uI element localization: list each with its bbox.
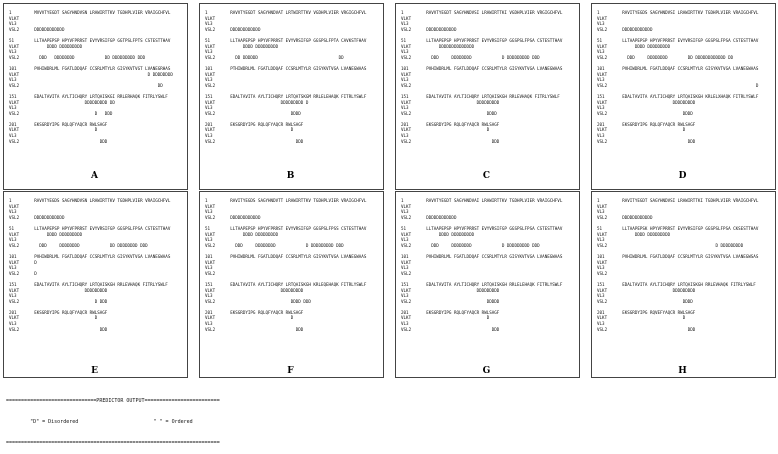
panel-h-text: 1 RAVITYEGDT SAGYHNDVSI LRAWIRTTKI TGDHPLVIER VRAIGCHFVL VLKT VL3 VSL2 DDDDDDDDDDDD 51 LLTAAPEPSK HPYVFPRRST EVYVRSIFGP GGSPSLFPSA CKSESTTHAV VLKT DDDD DDDDDDDDD VL3 VSL2 D DDDDDDDDD 101 PVHIWDRLML FGATLDDQAF CCSRLMTYLR GISYKVTVGA LVANEGWSAS VLKT VL3 VSL2 151 EDALTAVITA AYLTICHQRY LRTQAISKGH RRLEVHAQK FITRLYSWLF VLKT DDDDDDDDD VL3 VSL2 DDDD 201 EKSGRDYIPG RQVEFYAQCR RWLSAGF VLKT D VL3 VSL2 DDD: [597, 198, 759, 332]
label-c: C: [482, 171, 491, 181]
panel-a: [3, 3, 188, 190]
label-a: A: [91, 171, 98, 181]
legend-key: "D" = Disordered " " = Ordered: [6, 419, 193, 425]
panel-b: [199, 3, 384, 190]
panel-g: [395, 191, 580, 378]
panel-b-text: 1 RAVVTYEGDT SAGYHNDVAT LRTWIRTTKV VGDHPLVIER VRGIGCHFVL VLKT VL3 VSL2 DDDDDDDDDDDD 51 LLTAAPEPSP HPYVFPRRST EVYVRSIFGP GGSPSLFPTA CAVKSTFHAV VLKT DDDD DDDDDDDDD VL3 VSL2 DD DDDDDD DD 101 PTHIWDRLML FGATLDDQAF CCSRLMTYLR GISYKVTVGA LVANEGWAAS VLKT VL3 VSL2 151 EDALTAVITA AYLTICHQRY LRTQATSKGM RRLELEHAQK FITRLYSWLF VLKT DDDDDDDDD D VL3 VSL2 DDDD 201 EKSGRDYIPG RQLQFYAQCR RWLSAGF VLKT D VL3 VSL2 DDD: [205, 10, 367, 144]
label-g: G: [482, 366, 491, 376]
panel-f-text: 1 RAVITYEGDS SAGYHNDVTT LRAWIRTTKV TGDHPLVIER VRAIGCHFVL VLKT VL3 VSL2 DDDDDDDDDDDD 51 LLTAAPEPSP HPYVFPRRST EVYVRSIFGP GGSPSLFPSS CSTESTTHAV VLKT DDDD DDDDDDDDD VL3 VSL2 DDD DDDDDDDD D DDDDDDDDD DDD 101 PVHIWDRLML FGATLDDQAF CCSRLMTYLR GISYKVTVGA LVANEGWAAS VLKT VL3 VSL2 151 EDALTAVITA AYLTICHQRY LRTQAISKGH KRLEQEHAQK FITRLYSWLF VLKT DDDDDDDDD VL3 VSL2 DDDD DDD 201 EKSGRDYIPG RQLQFYAQCR RWLSAGF VLKT D VL3 VSL2 DDD: [205, 198, 367, 332]
panel-c-text: 1 RAVVTYEGDT SAGYHNDVSI LRAWIRTTKI VGDHPLVIER VRGIGCHFVL VLKT VL3 VSL2 DDDDDDDDDDDD 51 LLTAAPEPSP HPYVFPRRST EVYVRSIFGP GGSPSLFPSA CSTESTTHAV VLKT DDDDDDDDDDDDDD VL3 VSL2 DDD DDDDDDDD D DDDDDDDDD DDD 101 PVHIWDRLML FGATLDDQAF CCSRLMTYLR GISYKVTVGA LVANEGWAAS VLKT VL3 VSL2 151 EDALTAVITA AYLTICHQRY LRTQAISKGH RRLEVHAQK FITRLYSWLF VLKT DDDDDDDDD VL3 VSL2 DDDD 201 EKSGRDYIPG RQLQFYAQCR RWLSAGF VLKT D VL3 VSL2 DDD: [401, 10, 563, 144]
panel-e: [3, 191, 188, 378]
legend-rule-top: ==============================PREDICTOR OUTPUT=========================: [6, 398, 220, 404]
label-d: D: [678, 171, 687, 181]
panel-c: [395, 3, 580, 190]
predictor-legend: [6, 384, 220, 454]
label-e: E: [91, 366, 98, 376]
panel-d: [591, 3, 776, 190]
panel-f: [199, 191, 384, 378]
label-b: B: [286, 171, 295, 181]
panel-d-text: 1 RAVITYEGDS SAGYHNDVSI LRAWIRTTKV TGDHPLVIER VRAIGCHFVL VLKT VL3 VSL2 DDDDDDDDDDDD 51 LLTAAPEPSP HPYVFPRRST EVYVRSIFGP GGSPSLFPSA CSTESTTHAV VLKT DDDD DDDDDDDDD VL3 VSL2 DDD DDDDDDDD DD DDDDDDDDDDDD DD 101 PVHIWDRLML FGATLDDQAF CCSRLMTYLR GISYKVTVGA LVANEGWAAS VLKT VL3 VSL2 D 151 EDALTAVITA AYLTICHQRY LRTQAISKGH KRLELXHAQK FITRLYSWLF VLKT DDDDDDDDD VL3 VSL2 DDDD 201 EKSGRDYIPG RQLQFYAQCR RWLSAGF VLKT D VL3 VSL2 DDD: [597, 10, 759, 144]
legend-rule-bottom: =======================================================================: [6, 440, 220, 446]
panel-g-text: 1 RAVVTYEGDT SAGYHNDVAI LRAWIRTTKV TGDHPLVIER VRAIGCHFVL VLKT VL3 VSL2 DDDDDDDDDDDD 51 LLTAAPEPSP HPYVFPRRST EVYVRSIFGP GGSPSLFPSA CSTESTTHAV VLKT DDDD DDDDDDDDD VL3 VSL2 DDD DDDDDDDD D DDDDDDDDD DDD 101 PVHIWDRLML FGATLDDQAF CCSRLMTYLR GISYKVTVGA LVANEGWAAS VLKT VL3 VSL2 151 EDALTAVITA AYLTICHQRY LRTQAISKGH RRLELEHAQK FITRLYSWLF VLKT DDDDDDDDD VL3 VSL2 DDDDD 201 EKSGRDYIPG RQLQFYAQCR RWLSAGF VLKT D VL3 VSL2 DDD: [401, 198, 563, 332]
label-h: H: [678, 366, 687, 376]
panel-a-text: 1 MVVVTYEGDT SAGYHNDVSN LRAWIRTTKV TGDHPLVIER VRAIGCHFVL VLKT VL3 VSL2 DDDDDDDDDDDD 51 LLTAAPEPSP HPYVFPRRST EVYVRSIFGP GGTPSLFPTS CSTESTTHAV VLKT DDDD DDDDDDDDD VL3 VSL2 DDD DDDDDDDD DD DDDDDDDDD DDD 101 PVHIWDRLML FGATLDDQAF CCSRLMTYLR GISYKVTVGT LVANEGRHAS VLKT D DDDDDDDD VL3 VSL2 DD 151 EDALTAVITA AYLTICHQRY LRTQAISKGI RRLERHAQK FITRLYSWLF VLKT DDDDDDDDD DD VL3 VSL2 D DDD 201 EKSGRDYIPG RQLQFYAQCR RWLSAGF VLKT D VL3 VSL2 DDD: [9, 10, 173, 144]
panel-h: [591, 191, 776, 378]
label-f: F: [287, 366, 294, 376]
panel-e-text: 1 RAVVTYEGDS SAGYHNDVSN LRAWIRTTKV TGDHPLVIER VRAIGCHFVL VLKT VL3 VSL2 DDDDDDDDDDDD 51 LLTAAPEPSP HPYVFPRRST EVYVRSIFGP GGSPSLFPSA CSTESTTHAV VLKT DDDD DDDDDDDDD VL3 VSL2 DDD DDDDDDDD DD DDDDDDDD DDD 101 PVHIWDRLML FGATLDDQAF CCSRLMTYLR GISYKVTVGA LVANEGWAAS VLKT D VL3 VSL2 D 151 EDALTAVITA AYLTICHQRY LRTQAISKGH RRLEVHAQK FITRLYSWLF VLKT DDDDDDDDD VL3 VSL2 D DDD 201 EKSGRDYIPG RQLQFYAQCR RWLSAGF VLKT D VL3 VSL2 DDD: [9, 198, 171, 332]
